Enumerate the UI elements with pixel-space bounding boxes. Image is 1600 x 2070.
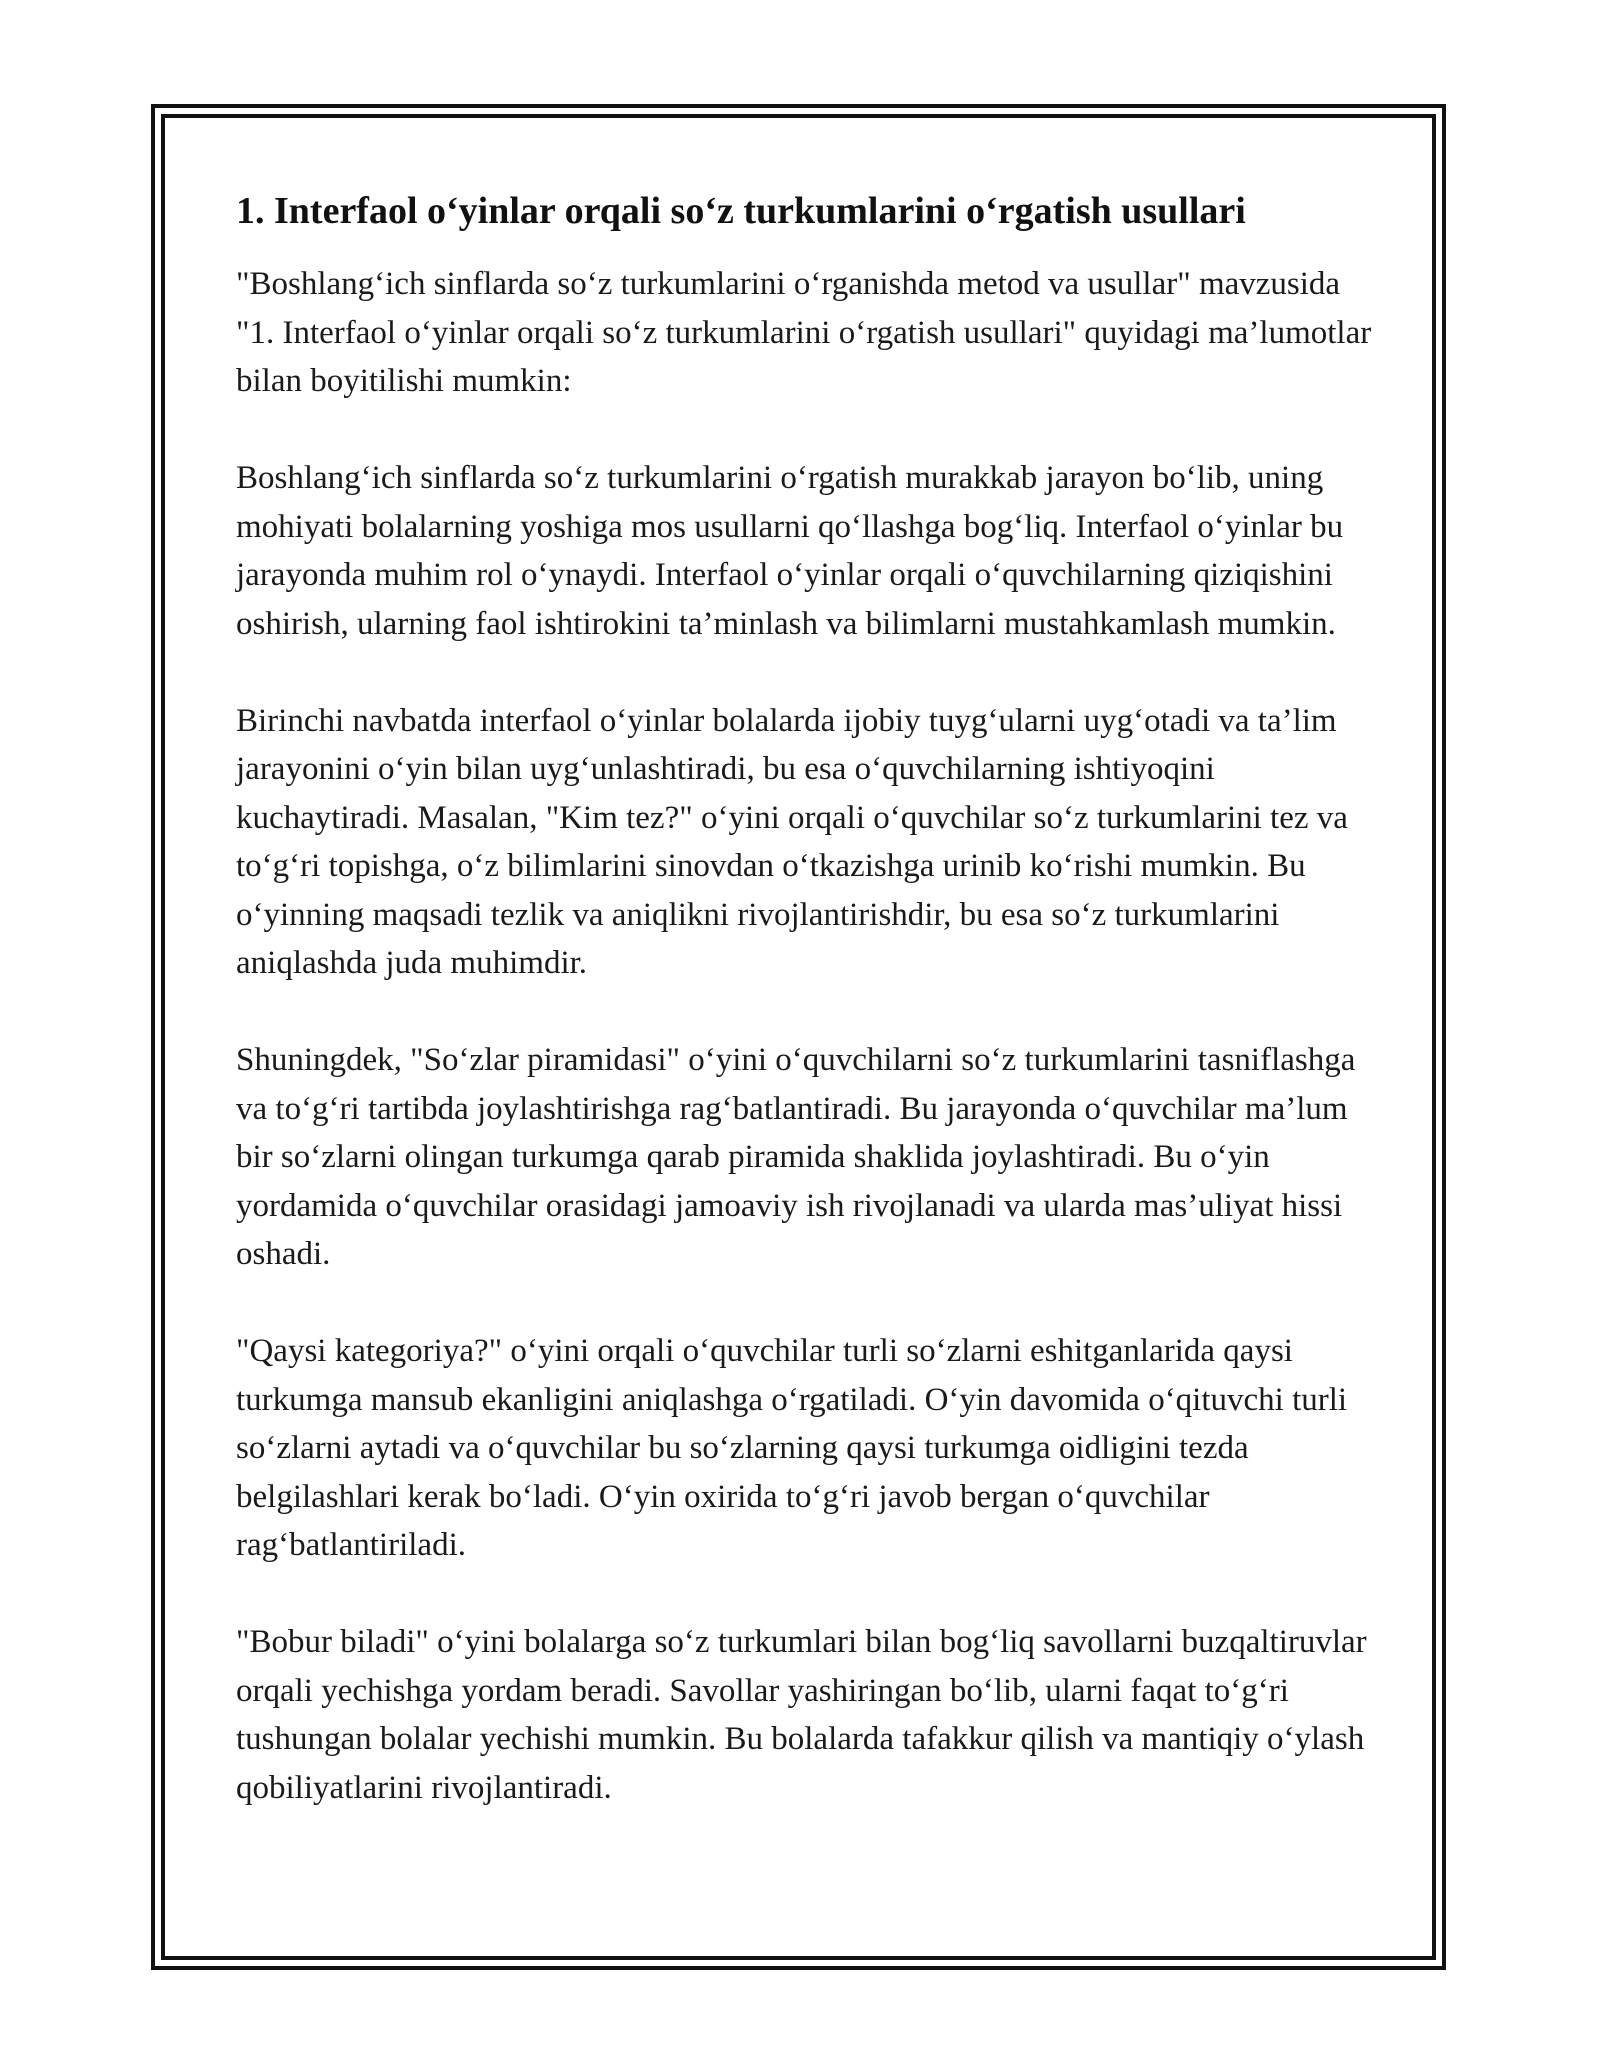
paragraph-bobur-biladi: "Bobur biladi" o‘yini bolalarga so‘z turkumlari bilan bog‘liq savollarni buzqaltiruvlar orqali yechishga yordam beradi. Savollar yashiringan bo‘lib, ularni faqat to‘g‘ri tushungan bolalar yechishi mumkin. Bu bolalarda tafakkur qilish va mantiqiy o‘ylash qobiliyatlarini rivojlantiradi. xyxy=(236,1624,1367,1806)
paragraph-sozlar-piramidasi: Shuningdek, "So‘zlar piramidasi" o‘yini o‘quvchilarni so‘z turkumlarini tasniflashga va to‘g‘ri tartibda joylashtirishga rag‘batlantiradi. Bu jarayonda o‘quvchilar ma’lum bir so‘zlarni olingan turkumga qarab piramida shaklida joylashtiradi. Bu o‘yin yordamida o‘quvchilar orasidagi jamoaviy ish rivojlanadi va ularda mas’uliyat hissi oshadi. xyxy=(236,1042,1356,1272)
paragraph-qaysi-kategoriya: "Qaysi kategoriya?" o‘yini orqali o‘quvchilar turli so‘zlarni eshitganlarida qaysi turkumga mansub ekanligini aniqlashga o‘rgatiladi. O‘yin davomida o‘qituvchi turli so‘zlarni aytadi va o‘quvchilar bu so‘zlarning qaysi turkumga oidligini tezda belgilashlari kerak bo‘ladi. O‘yin oxirida to‘g‘ri javob bergan o‘quvchilar rag‘batlantiriladi. xyxy=(236,1333,1348,1563)
paragraph-kim-tez: Birinchi navbatda interfaol o‘yinlar bolalarda ijobiy tuyg‘ularni uyg‘otadi va ta’lim jarayonini o‘yin bilan uyg‘unlashtiradi, bu esa o‘quvchilarning ishtiyoqini kuchaytiradi. Masalan, "Kim tez?" o‘yini orqali o‘quvchilar so‘z turkumlarini tez va to‘g‘ri topishga, o‘z bilimlarini sinovdan o‘tkazishga urinib ko‘rishi mumkin. Bu o‘yinning maqsadi tezlik va aniqlikni rivojlantirishdir, bu esa so‘z turkumlarini aniqlashda juda muhimdir. xyxy=(236,702,1348,981)
paragraph-overview: Boshlang‘ich sinflarda so‘z turkumlarini o‘rgatish murakkab jarayon bo‘lib, uning mohiyati bolalarning yoshiga mos usullarni qo‘llashga bog‘liq. Interfaol o‘yinlar bu jarayonda muhim rol o‘ynaydi. Interfaol o‘yinlar orqali o‘quvchilarning qiziqishini oshirish, ularning faol ishtirokini ta’minlash va bilimlarni mustahkamlash mumkin. xyxy=(236,460,1344,642)
paragraph-intro: "Boshlang‘ich sinflarda so‘z turkumlarini o‘rganishda metod va usullar" mavzusida "1. Interfaol o‘yinlar orqali so‘z turkumlarini o‘rgatish usullari" quyidagi ma’lumotlar bilan boyitilishi mumkin: xyxy=(236,266,1372,399)
document-body xyxy=(236,186,1386,1861)
section-title: 1. Interfaol o‘yinlar orqali so‘z turkumlarini o‘rgatish usullari xyxy=(236,190,1246,232)
